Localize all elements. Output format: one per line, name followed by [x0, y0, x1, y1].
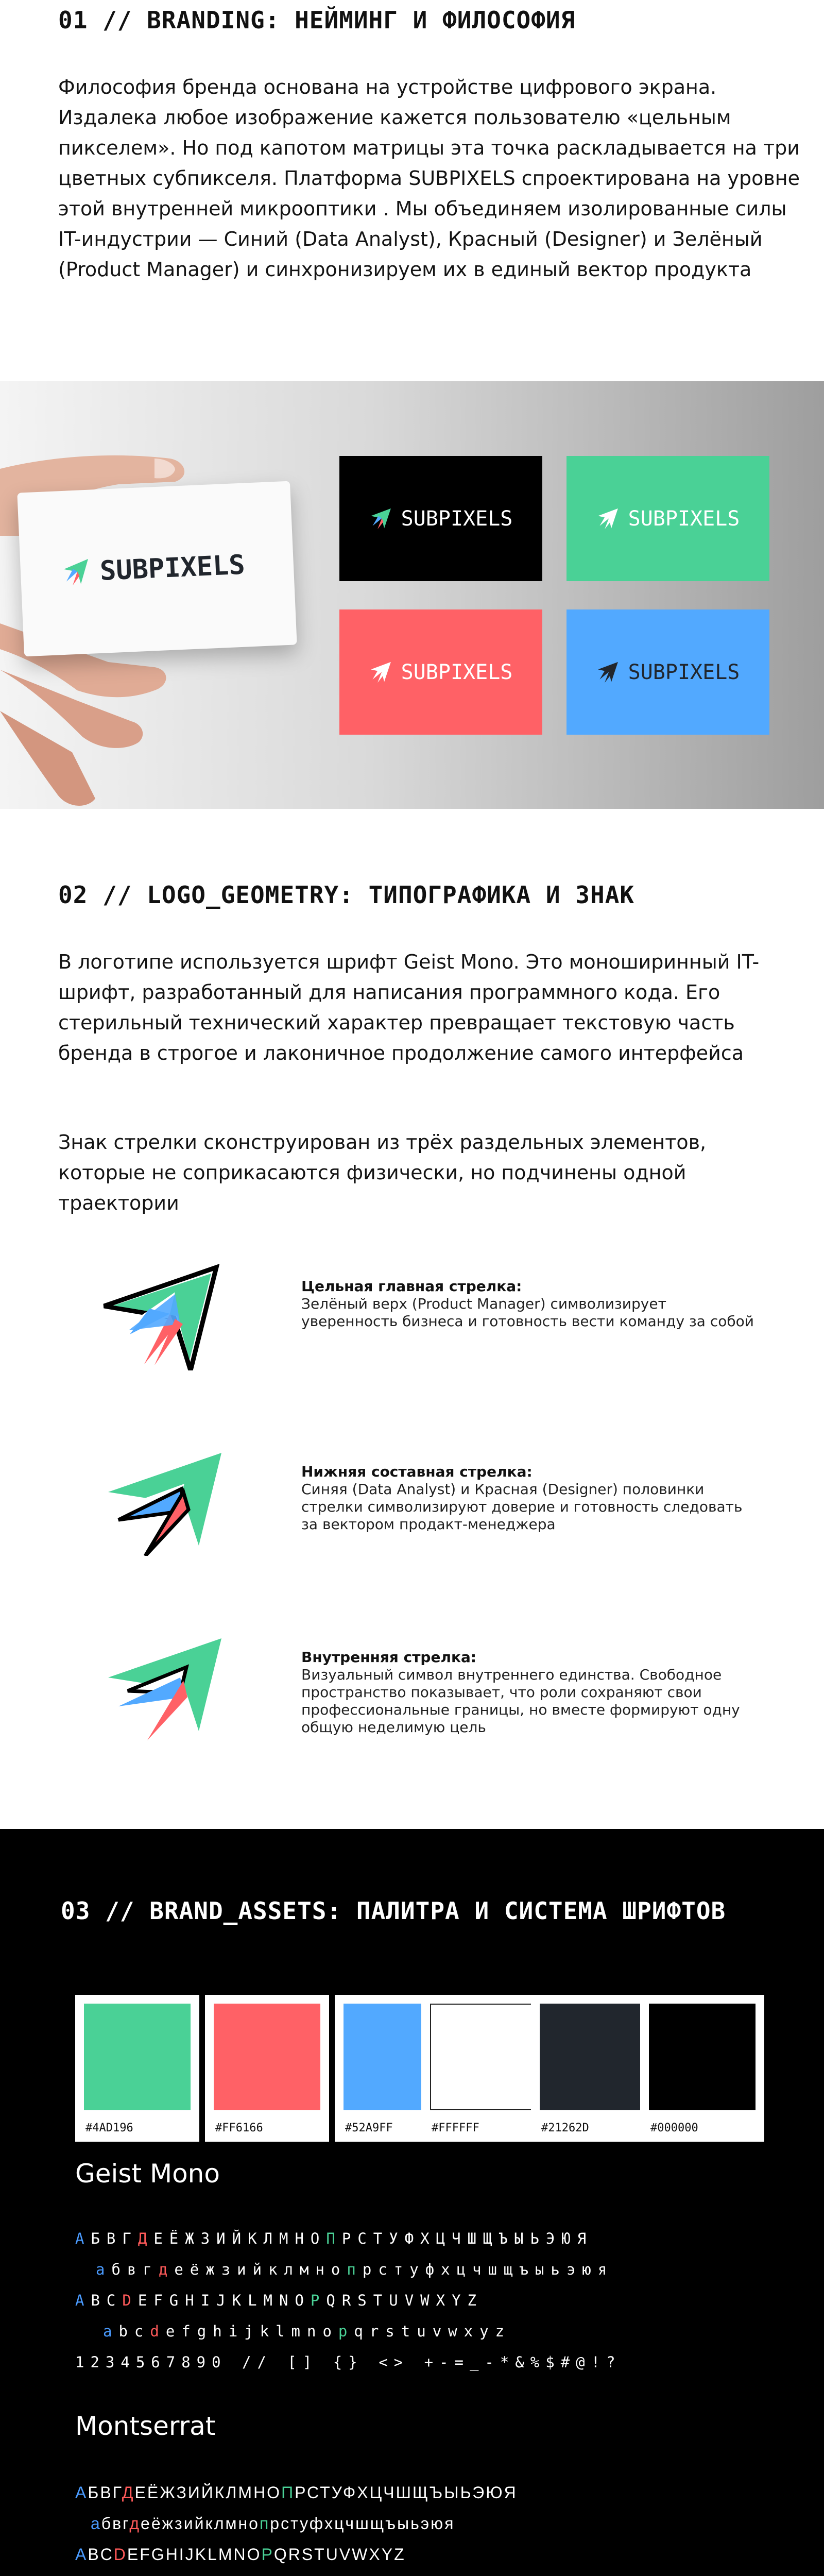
branding-paragraph: Философия бренда основана на устройстве цифрового экрана. Издалека любое изображение кажется пользователю «цельным пикселем». Но под капотом матрицы эта точка раскладывается на три цветных субпикселя. Платформа SUBPIXELS спроектирована на уровне этой внутренней микрооптики . Мы объединяем изолированные силы IT-индустрии — Синий (Data Analyst), Красный (Designer) и Зелёный (Product Manager) и синхронизируем их в единый вектор продукта	[58, 76, 800, 281]
arrow-logo-icon	[596, 507, 622, 530]
arrow-inner-icon	[98, 1633, 252, 1741]
glyphs-cyr-upper: АБВГДЕЁЖЗИЙКЛМНОПРСТУФХЦЧШЩЪЫЬЭЮЯ	[75, 2230, 593, 2247]
font-name: Geist Mono	[75, 2159, 220, 2189]
glyphs-symbols: 1234567890 // [] {} <> +-=_-*&%$#@!?	[75, 2353, 622, 2371]
tile-wordmark: SUBPIXELS	[401, 660, 513, 684]
swatch-hex: #4AD196	[85, 2122, 133, 2134]
swatch-color	[649, 2004, 756, 2110]
palette-swatch	[205, 1995, 329, 2142]
brand-mockup-band	[0, 381, 824, 809]
swatch-hex: #52A9FF	[345, 2122, 393, 2134]
glyphs-cyr-lower: абвгдеёжзийклмнопрстуфхцчшщъыьэюя	[91, 2514, 455, 2533]
glyphs-lat-upper: ABCDEFGHIJKLMNOPQRSTUVWXYZ	[75, 2292, 483, 2309]
logo-tile-black	[339, 456, 542, 581]
element-description	[301, 1278, 754, 1330]
element-description	[301, 1649, 754, 1736]
swatch-color	[430, 2004, 537, 2110]
geometry-element-1	[98, 1262, 767, 1396]
element-heading: Нижняя составная стрелка:	[301, 1463, 533, 1480]
swatch-hex: #000000	[650, 2122, 698, 2134]
glyphs-lat-upper: ABCDEFGHIJKLMNOPQRSTUVWXYZ	[75, 2545, 406, 2564]
swatch-hex: #FFFFFF	[432, 2122, 479, 2134]
geometry-element-2	[98, 1448, 767, 1582]
font-name: Montserrat	[75, 2411, 216, 2441]
logo-tile-green	[566, 456, 769, 581]
element-text: Синяя (Data Analyst) и Красная (Designer) половинки стрелки символизируют доверие и готовность следовать за вектором продакт-менеджера	[301, 1481, 743, 1533]
swatch-hex: #21262D	[541, 2122, 589, 2134]
tile-wordmark: SUBPIXELS	[401, 506, 513, 531]
arrow-logo-icon	[369, 507, 395, 530]
swatch-color	[214, 2004, 320, 2110]
logo-tile-red	[339, 609, 542, 735]
typography-paragraph: В логотипе используется шрифт Geist Mono. Это моноширинный IT-шрифт, разработанный для написания программного кода. Его стерильный технический характер превращает текстовую часть бренда в строгое и лаконичное продолжение самого интерфейса	[58, 951, 760, 1064]
section-title: 01 // BRANDING: НЕЙМИНГ И ФИЛОСОФИЯ	[58, 6, 576, 34]
section-branding	[0, 0, 824, 381]
element-text: Зелёный верх (Product Manager) символизирует уверенность бизнеса и готовность вести команду за собой	[301, 1295, 754, 1330]
element-heading: Цельная главная стрелка:	[301, 1278, 522, 1295]
section-title: 03 // BRAND_ASSETS: ПАЛИТРА И СИСТЕМА ШРИФТОВ	[61, 1897, 726, 1925]
tile-wordmark: SUBPIXELS	[628, 660, 740, 684]
section-title: 02 // LOGO_GEOMETRY: ТИПОГРАФИКА И ЗНАК	[58, 881, 635, 909]
glyphs-lat-lower: abcdefghijklmnopqrstuvwxyz	[103, 2323, 511, 2340]
palette-swatch	[531, 1995, 655, 2142]
palette-swatch	[421, 1995, 545, 2142]
arrow-outline-green-icon	[98, 1262, 252, 1370]
glyphs-cyr-lower: абвгдеёжзийклмнопрстуфхцчшщъыьэюя	[96, 2261, 614, 2278]
logo-tile-blue	[566, 609, 769, 735]
card-wordmark: SUBPIXELS	[99, 549, 246, 587]
glyphs-cyr-upper: АБВГДЕЁЖЗИЙКЛМНОПРСТУФХЦЧШЩЪЫЬЭЮЯ	[75, 2483, 518, 2502]
sign-paragraph: Знак стрелки сконструирован из трёх раздельных элементов, которые не соприкасаются физически, но подчинены одной траектории	[58, 1131, 707, 1214]
swatch-color	[540, 2004, 646, 2110]
section-brand-assets	[0, 1829, 824, 2576]
business-card	[17, 481, 297, 657]
card-logo	[61, 550, 246, 588]
tile-wordmark: SUBPIXELS	[628, 506, 740, 531]
arrow-logo-icon	[61, 557, 94, 587]
palette-swatch	[75, 1995, 199, 2142]
palette-swatch	[640, 1995, 764, 2142]
section-logo-geometry	[0, 809, 824, 1829]
element-text: Визуальный символ внутреннего единства. Свободное пространство показывает, что роли сохраняют свои профессиональные границы, но вместе формируют одну общую неделимую цель	[301, 1666, 740, 1736]
swatch-hex: #FF6166	[215, 2122, 263, 2134]
element-heading: Внутренняя стрелка:	[301, 1649, 477, 1666]
element-description	[301, 1463, 754, 1533]
arrow-logo-icon	[369, 661, 395, 684]
geometry-element-3	[98, 1633, 767, 1767]
swatch-color	[84, 2004, 191, 2110]
arrow-outline-blue-red-icon	[98, 1448, 252, 1556]
arrow-logo-icon	[596, 661, 622, 684]
